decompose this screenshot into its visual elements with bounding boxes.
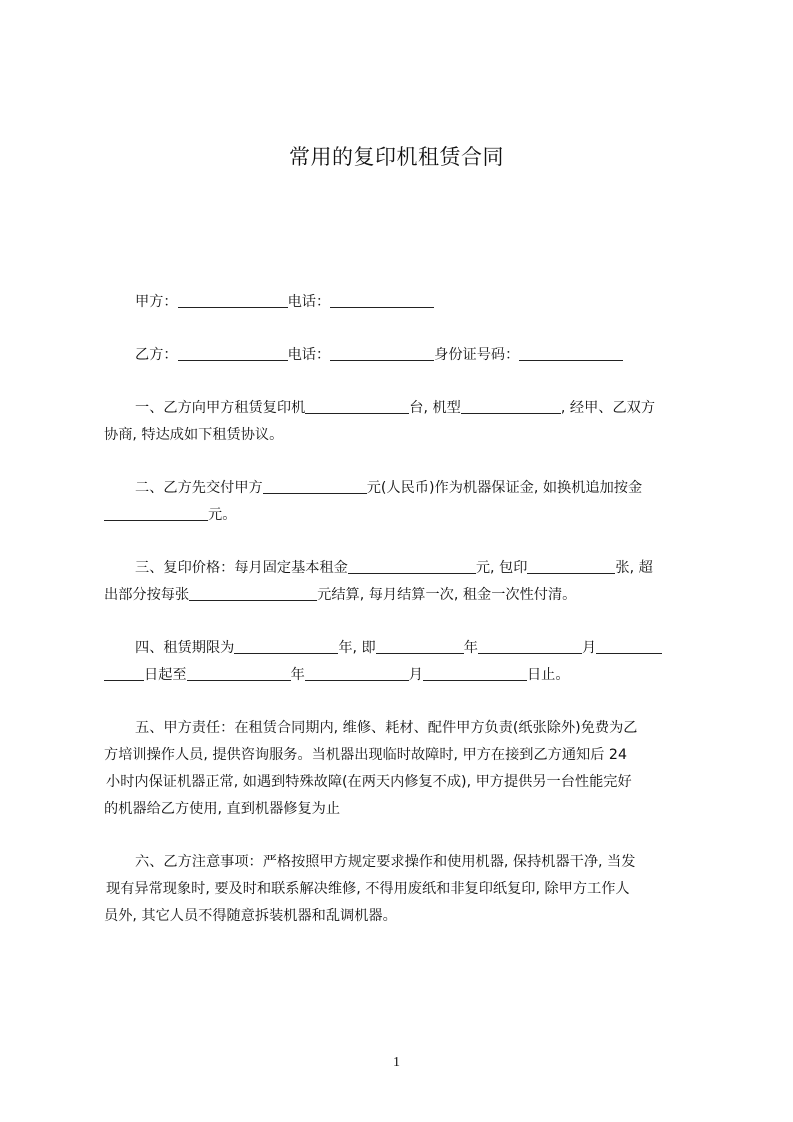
party-a-line (135, 292, 434, 312)
clause-3-text-a: 三、复印价格：每月固定基本租金 (135, 560, 348, 576)
clause-2-deposit-blank[interactable] (263, 479, 367, 494)
party-a-label: 甲方： (135, 294, 178, 310)
clause-1-text-c: , 经甲、乙双方 (560, 400, 656, 416)
clause-4-text-e: 日起至 (144, 667, 187, 683)
clause-4-text-c: 年 (463, 640, 478, 656)
clause-1-text-a: 一、乙方向甲方租赁复印机 (135, 400, 306, 416)
clause-2-line-2 (104, 505, 236, 525)
document-title: 常用的复印机租赁合同 (289, 145, 504, 169)
clause-4-end-month-blank[interactable] (305, 666, 409, 681)
party-b-id-blank[interactable] (519, 346, 623, 361)
clause-4-line-2 (104, 665, 570, 685)
party-a-name-blank[interactable] (178, 293, 288, 308)
party-b-phone-blank[interactable] (330, 346, 434, 361)
clause-4-text-d: 月 (581, 640, 597, 656)
clause-5-line-2: 方培训操作人员, 提供咨询服务。当机器出现临时故障时, 甲方在接到乙方通知后 24 (104, 747, 627, 763)
clause-3-line-2 (104, 585, 576, 605)
clause-5-line-3: 小时内保证机器正常, 如遇到特殊故障(在两天内修复不成), 甲方提供另一台性能完好 (106, 774, 632, 790)
clause-6-line-2: 现有异常现象时, 要及时和联系解决维修, 不得用废纸和非复印纸复印, 除甲方工作人 (106, 881, 630, 897)
clause-4-line-1 (135, 638, 662, 658)
clause-1-text-b: 台, 机型 (409, 400, 461, 416)
party-b-id-label: 身份证号码： (434, 347, 520, 363)
clause-3-line-1 (135, 558, 653, 578)
clause-2-line-1 (135, 478, 642, 498)
clause-4-end-year-blank[interactable] (187, 666, 291, 681)
clause-3-text-d: 出部分按每张 (104, 587, 190, 603)
party-b-phone-label: 电话： (287, 347, 331, 363)
clause-1-quantity-blank[interactable] (305, 399, 409, 414)
clause-6-line-1: 六、乙方注意事项：严格按照甲方规定要求操作和使用机器, 保持机器干净, 当发 (135, 854, 636, 870)
clause-3-text-b: 元, 包印 (475, 560, 528, 576)
clause-4-text-g: 月 (408, 667, 423, 683)
clause-4-start-day-blank-b[interactable] (104, 666, 144, 681)
clause-2-text-c: 元。 (208, 507, 237, 523)
clause-3-pages-blank[interactable] (527, 559, 615, 574)
clause-4-text-a: 四、租赁期限为 (135, 640, 235, 656)
clause-1-line-2: 协商, 特达成如下租赁协议。 (104, 427, 284, 443)
party-b-label: 乙方： (135, 347, 178, 363)
clause-1-line-1 (135, 398, 655, 418)
clause-5-line-1: 五、甲方责任：在租赁合同期内, 维修、耗材、配件甲方负责(纸张除外)免费为乙 (135, 720, 638, 736)
party-b-line (135, 345, 623, 365)
clause-4-text-f: 年 (290, 667, 305, 683)
clause-3-text-e: 元结算, 每月结算一次, 租金一次性付清。 (317, 587, 577, 603)
clause-3-per-page-blank[interactable] (189, 586, 317, 601)
clause-2-text-a: 二、乙方先交付甲方 (135, 480, 263, 496)
clause-4-start-month-blank[interactable] (478, 639, 582, 654)
clause-1-model-blank[interactable] (461, 399, 561, 414)
clause-4-start-year-blank[interactable] (376, 639, 464, 654)
clause-4-end-day-blank[interactable] (423, 666, 527, 681)
party-b-name-blank[interactable] (178, 346, 288, 361)
clause-2-extra-deposit-blank[interactable] (104, 506, 208, 521)
party-a-phone-label: 电话： (287, 294, 331, 310)
party-a-phone-blank[interactable] (330, 293, 434, 308)
clause-4-years-blank[interactable] (234, 639, 338, 654)
clause-6-line-3: 员外, 其它人员不得随意拆装机器和乱调机器。 (104, 908, 397, 924)
page-number: 1 (393, 1055, 400, 1070)
clause-4-text-b: 年, 即 (338, 640, 376, 656)
clause-4-text-h: 日止。 (526, 667, 570, 683)
clause-3-rent-blank[interactable] (348, 559, 476, 574)
clause-4-start-day-blank-a[interactable] (596, 639, 662, 654)
clause-5-line-4: 的机器给乙方使用, 直到机器修复为止 (104, 801, 341, 817)
clause-3-text-c: 张, 超 (615, 560, 653, 576)
clause-2-text-b: 元(人民币)作为机器保证金, 如换机追加按金 (366, 480, 643, 496)
